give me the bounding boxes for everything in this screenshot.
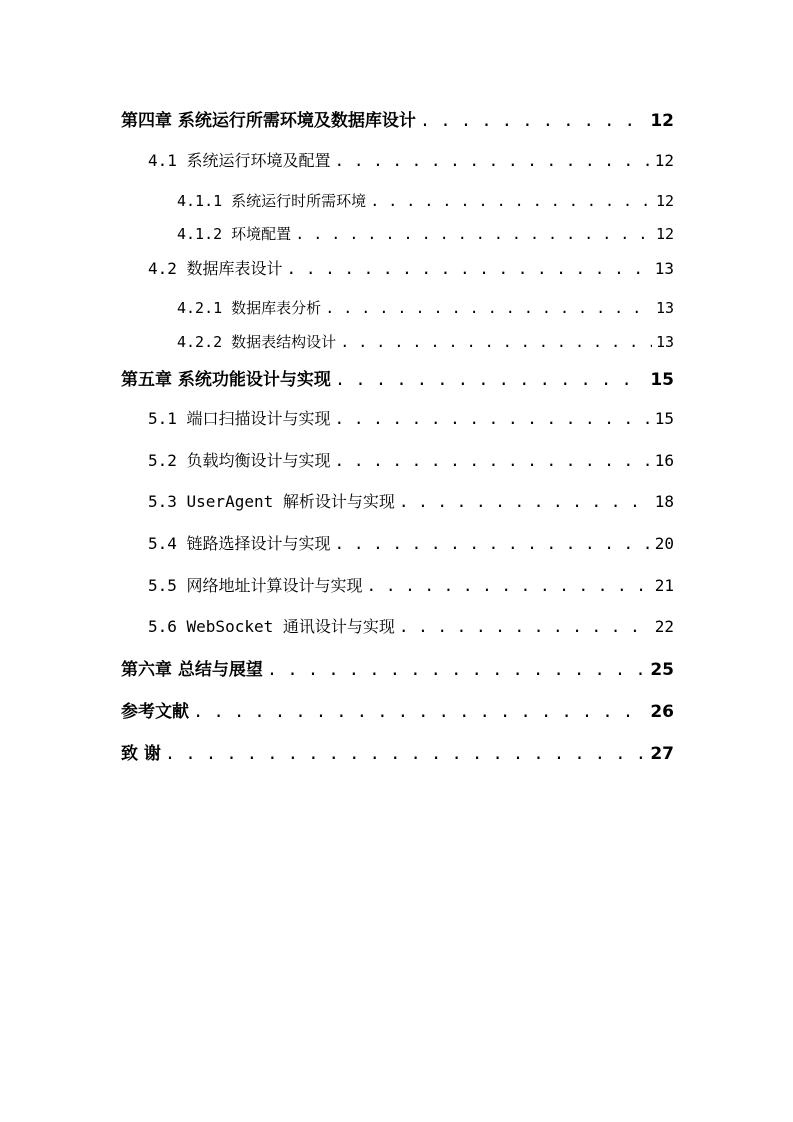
dot-leader xyxy=(367,576,651,595)
dot-leader xyxy=(370,192,652,210)
toc-entry-title: 第六章 总结与展望 xyxy=(121,660,263,680)
toc-entry-4-2-2[interactable] xyxy=(177,331,674,352)
toc-entry-title: 第四章 系统运行所需环境及数据库设计 xyxy=(121,111,416,131)
toc-entry-5-4[interactable] xyxy=(148,531,674,554)
dot-leader xyxy=(399,617,651,636)
toc-entry-title: 4.2.1 数据库表分析 xyxy=(177,299,322,317)
toc-entry-title: 第五章 系统功能设计与实现 xyxy=(121,370,331,390)
toc-entry-page: 22 xyxy=(654,617,674,636)
toc-entry-page: 18 xyxy=(654,492,674,511)
toc-entry-page: 13 xyxy=(655,299,674,317)
toc-entry-title: 参考文献 xyxy=(121,702,189,722)
toc-entry-4-2-1[interactable] xyxy=(177,297,674,318)
toc-entry-5-3[interactable] xyxy=(148,489,674,512)
toc-entry-title: 4.2 数据库表设计 xyxy=(148,259,283,278)
toc-entry-page: 12 xyxy=(655,192,674,210)
toc-entry-5-6[interactable] xyxy=(148,614,674,637)
toc-entry-title: 5.3 UserAgent 解析设计与实现 xyxy=(148,492,395,511)
toc-entry-page: 15 xyxy=(650,370,674,390)
dot-leader xyxy=(420,111,646,131)
toc-entry-page: 15 xyxy=(654,409,674,428)
toc-entry-references[interactable] xyxy=(121,697,674,722)
toc-entry-page: 12 xyxy=(650,111,674,131)
toc-entry-chapter-5[interactable] xyxy=(121,365,674,390)
dot-leader xyxy=(287,259,651,278)
toc-entry-title: 5.5 网络地址计算设计与实现 xyxy=(148,576,363,595)
toc-entry-page: 20 xyxy=(654,534,674,553)
toc-entry-acknowledgements[interactable] xyxy=(121,739,674,764)
dot-leader xyxy=(335,409,651,428)
toc-entry-page: 25 xyxy=(650,660,674,680)
toc-entry-page: 21 xyxy=(654,576,674,595)
toc-entry-page: 13 xyxy=(654,259,674,278)
toc-entry-5-1[interactable] xyxy=(148,406,674,429)
toc-entry-page: 12 xyxy=(654,151,674,170)
toc-entry-title: 4.2.2 数据表结构设计 xyxy=(177,333,337,351)
dot-leader xyxy=(335,370,646,390)
toc-entry-title: 致 谢 xyxy=(121,744,161,764)
toc-entry-title: 4.1.2 环境配置 xyxy=(177,225,292,243)
dot-leader xyxy=(295,225,652,243)
toc-entry-5-2[interactable] xyxy=(148,448,674,471)
toc-entry-page: 26 xyxy=(650,702,674,722)
dot-leader xyxy=(165,744,646,764)
toc-entry-title: 5.1 端口扫描设计与实现 xyxy=(148,409,331,428)
dot-leader xyxy=(335,451,651,470)
toc-entry-title: 4.1 系统运行环境及配置 xyxy=(148,151,331,170)
toc-entry-title: 5.2 负载均衡设计与实现 xyxy=(148,451,331,470)
toc-entry-5-5[interactable] xyxy=(148,573,674,596)
dot-leader xyxy=(267,660,646,680)
toc-entry-page: 27 xyxy=(650,744,674,764)
toc-entry-4-1-2[interactable] xyxy=(177,223,674,244)
dot-leader xyxy=(193,702,646,722)
toc-entry-title: 5.6 WebSocket 通讯设计与实现 xyxy=(148,617,395,636)
dot-leader xyxy=(325,299,652,317)
toc-entry-chapter-4[interactable] xyxy=(121,106,674,131)
toc-entry-chapter-6[interactable] xyxy=(121,655,674,680)
toc-entry-4-2[interactable] xyxy=(148,256,674,279)
toc-entry-page: 13 xyxy=(655,333,674,351)
dot-leader xyxy=(335,534,651,553)
dot-leader xyxy=(340,333,652,351)
toc-entry-title: 4.1.1 系统运行时所需环境 xyxy=(177,192,367,210)
toc-entry-4-1[interactable] xyxy=(148,148,674,171)
dot-leader xyxy=(335,151,651,170)
toc-entry-title: 5.4 链路选择设计与实现 xyxy=(148,534,331,553)
toc-entry-4-1-1[interactable] xyxy=(177,190,674,211)
dot-leader xyxy=(399,492,651,511)
toc-entry-page: 12 xyxy=(655,225,674,243)
toc-entry-page: 16 xyxy=(654,451,674,470)
